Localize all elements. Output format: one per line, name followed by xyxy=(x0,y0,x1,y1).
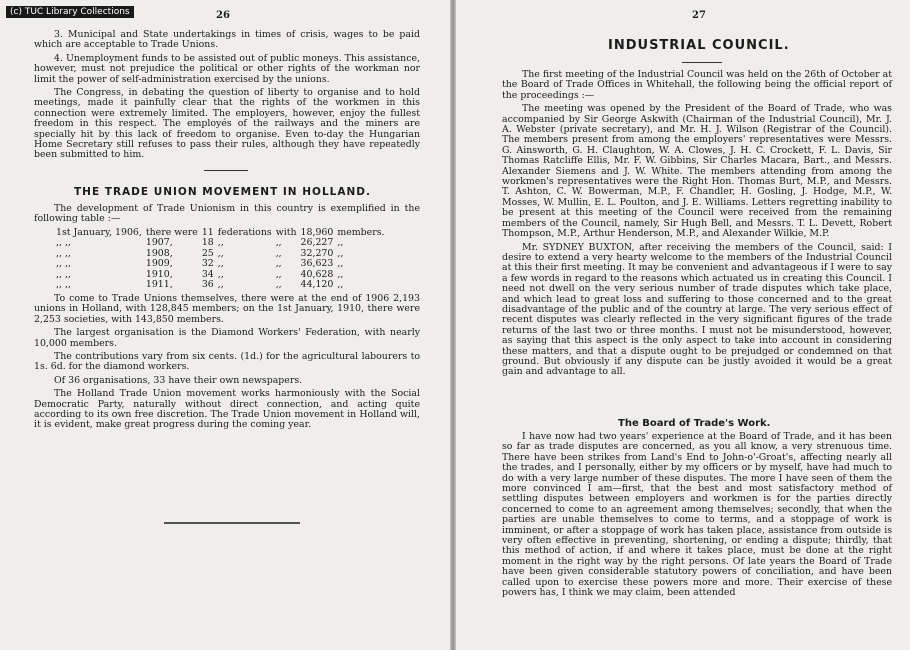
paragraph: Mr. SYDNEY BUXTON, after receiving the members of the Council, said: I desire to extend a very hearty welcome to the members of the Industrial Council at this their first meeting. It may be convenient and advantageous if I were to say a few words in regard to the reasons which actuated us in creating this Council. I need not dwell on the very serious number of trade disputes which take place, and which lead to great loss and suffering to those concerned and to the great disadvantage of the public and of the country at large. The very serious effect of recent disputes was clearly reflected in the very significant figures of the trade returns of the last two or three months. I must not be misunderstood, however, as saying that this aspect is the only aspect to take into account in considering these matters, and that a dispute ought to be prejudged or condemned on that ground. But obviously if any dispute can be justly avoided it would be a great gain and advantage to all. xyxy=(502,241,892,378)
table-row: 1st January, 1906, there were 11 federations with 18,960 members. xyxy=(56,227,385,238)
subheading: The Board of Trade's Work. xyxy=(618,418,771,429)
table-row: ,, ,, 1907, 18 ,, ,, 26,227 ,, xyxy=(56,237,344,249)
divider xyxy=(204,170,248,171)
page-number-right: 27 xyxy=(692,10,706,21)
page-title: INDUSTRIAL COUNCIL. xyxy=(608,38,790,53)
paragraph: The contributions vary from six cents. (1d.) for the agricultural labourers to 1s. 6d. for the diamond workers. xyxy=(34,351,420,373)
paragraph: The first meeting of the Industrial Council was held on the 26th of October at the Board of Trade Offices in Whitehall, the following being the official report of the proceedings :— xyxy=(502,69,892,101)
table-row: ,, ,, 1908, 25 ,, ,, 32,270 ,, xyxy=(56,247,344,259)
right-page xyxy=(456,0,910,650)
section-title: THE TRADE UNION MOVEMENT IN HOLLAND. xyxy=(74,186,371,198)
paragraph: The development of Trade Unionism in this country is exemplified in the following table :— xyxy=(34,203,420,225)
holland-paragraphs xyxy=(34,294,420,434)
paragraph: The Holland Trade Union movement works harmoniously with the Social Democratic Party, naturally without direct connection, and acting quite according to its own free discretion. The Trade Union movement in Holland will, it is evident, make great progress during the coming year. xyxy=(34,388,420,431)
federations-table xyxy=(56,228,389,290)
board-of-trade-work xyxy=(502,432,892,602)
list-item: 4. Unemployment funds to be assisted out of public moneys. This assistance, however, must not prejudice the political or other rights of the workman nor limit the power of self-administration exercised by the unions. xyxy=(34,52,420,85)
paragraph: The Congress, in debating the question of liberty to organise and to hold meetings, made it painfully clear that the rights of the workmen in this connection were extremely limited. The employers, however, enjoy the fullest freedom in this respect. The employés of the railways and the miners are specially hit by this lack of freedom to organise. Even to-day the Hungarian Home Secretary still refuses to pass their rules, although they have repeatedly been submitted to him. xyxy=(34,87,420,161)
page-number-left: 26 xyxy=(216,10,230,21)
paragraph: The largest organisation is the Diamond Workers' Federation, with nearly 10,000 members. xyxy=(34,327,420,349)
table-row: ,, ,, 1909, 32 ,, ,, 36,623 ,, xyxy=(56,258,344,270)
paragraph: I have now had two years' experience at the Board of Trade, and it has been so far as trade disputes are concerned, as you all know, a very strenuous time. There have been strikes from Land's End to John-o'-Groat's, affecting nearly all the trades, and I personally, either by my officers or by myself, have had much to do with a very large number of these disputes. The more I have seen of them the more convinced I am—first, that the best and most satisfactory method of settling disputes between employers and workmen is for the parties directly concerned to come to an agreement among themselves; secondly, that when the parties are unable themselves to come to terms, and a stoppage of work is imminent, or after a stoppage of work has taken place, assistance from outside is very often effective in preventing, shortening, or ending a dispute; thirdly, that this method of action, if and where it takes place, must be done at the right moment in the right way by the right persons. Of late years the Board of Trade have been given considerable statutory powers of conciliation, and have been called upon to exercise these powers more and more. Their exercise of these powers has, I think we may claim, been attended xyxy=(502,431,892,599)
table-row: ,, ,, 1910, 34 ,, ,, 40,628 ,, xyxy=(56,268,344,280)
table-row: ,, ,, 1911, 36 ,, ,, 44,120 ,, xyxy=(56,279,344,291)
watermark: (c) TUC Library Collections xyxy=(6,6,134,18)
holland-intro xyxy=(34,204,420,228)
divider xyxy=(682,62,722,63)
list-item: 3. Municipal and State undertakings in times of crisis, wages to be paid which are acceptable to Trade Unions. xyxy=(34,29,420,51)
paragraph: Of 36 organisations, 33 have their own newspapers. xyxy=(54,374,303,386)
left-page xyxy=(0,0,450,650)
left-items xyxy=(34,30,420,164)
end-rule xyxy=(164,522,300,524)
council-report xyxy=(502,70,892,381)
paragraph: The meeting was opened by the President of the Board of Trade, who was accompanied by Sir George Askwith (Chairman of the Industrial Council), Mr. J. A. Webster (private secretary), and Mr. H. J. Wilson (Registrar of the Council). The members present from among the employers' representatives were Messrs. G. Ainsworth, G. H. Claughton, W. A. Clowes, J. H. C. Crockett, F. L. Davis, Sir Thomas Ratcliffe Ellis, Mr. F. W. Gibbins, Sir Charles Macara, Bart., and Messrs. Alexander Siemens and J. W. White. The members attending from among the workmen's representatives were the Right Hon. Thomas Burt, M.P., and Messrs. T. Ashton, C. W. Bowerman, M.P., F. Chandler, H. Gosling, J. Hodge, M.P., W. Mosses, W. Mullin, E. L. Poulton, and J. E. Williams. Letters regretting inability to be present at this meeting of the Council were received from the remaining members of the Council, namely, Sir Hugh Bell, and Messrs. T. L. Devett, Robert Thompson, M.P., Arthur Henderson, M.P., and Alexander Wilkie, M.P. xyxy=(502,103,892,240)
paragraph: To come to Trade Unions themselves, there were at the end of 1906 2,193 unions in Holland, with 128,845 members; on the 1st January, 1910, there were 2,253 societies, with 143,850 members. xyxy=(34,293,420,325)
